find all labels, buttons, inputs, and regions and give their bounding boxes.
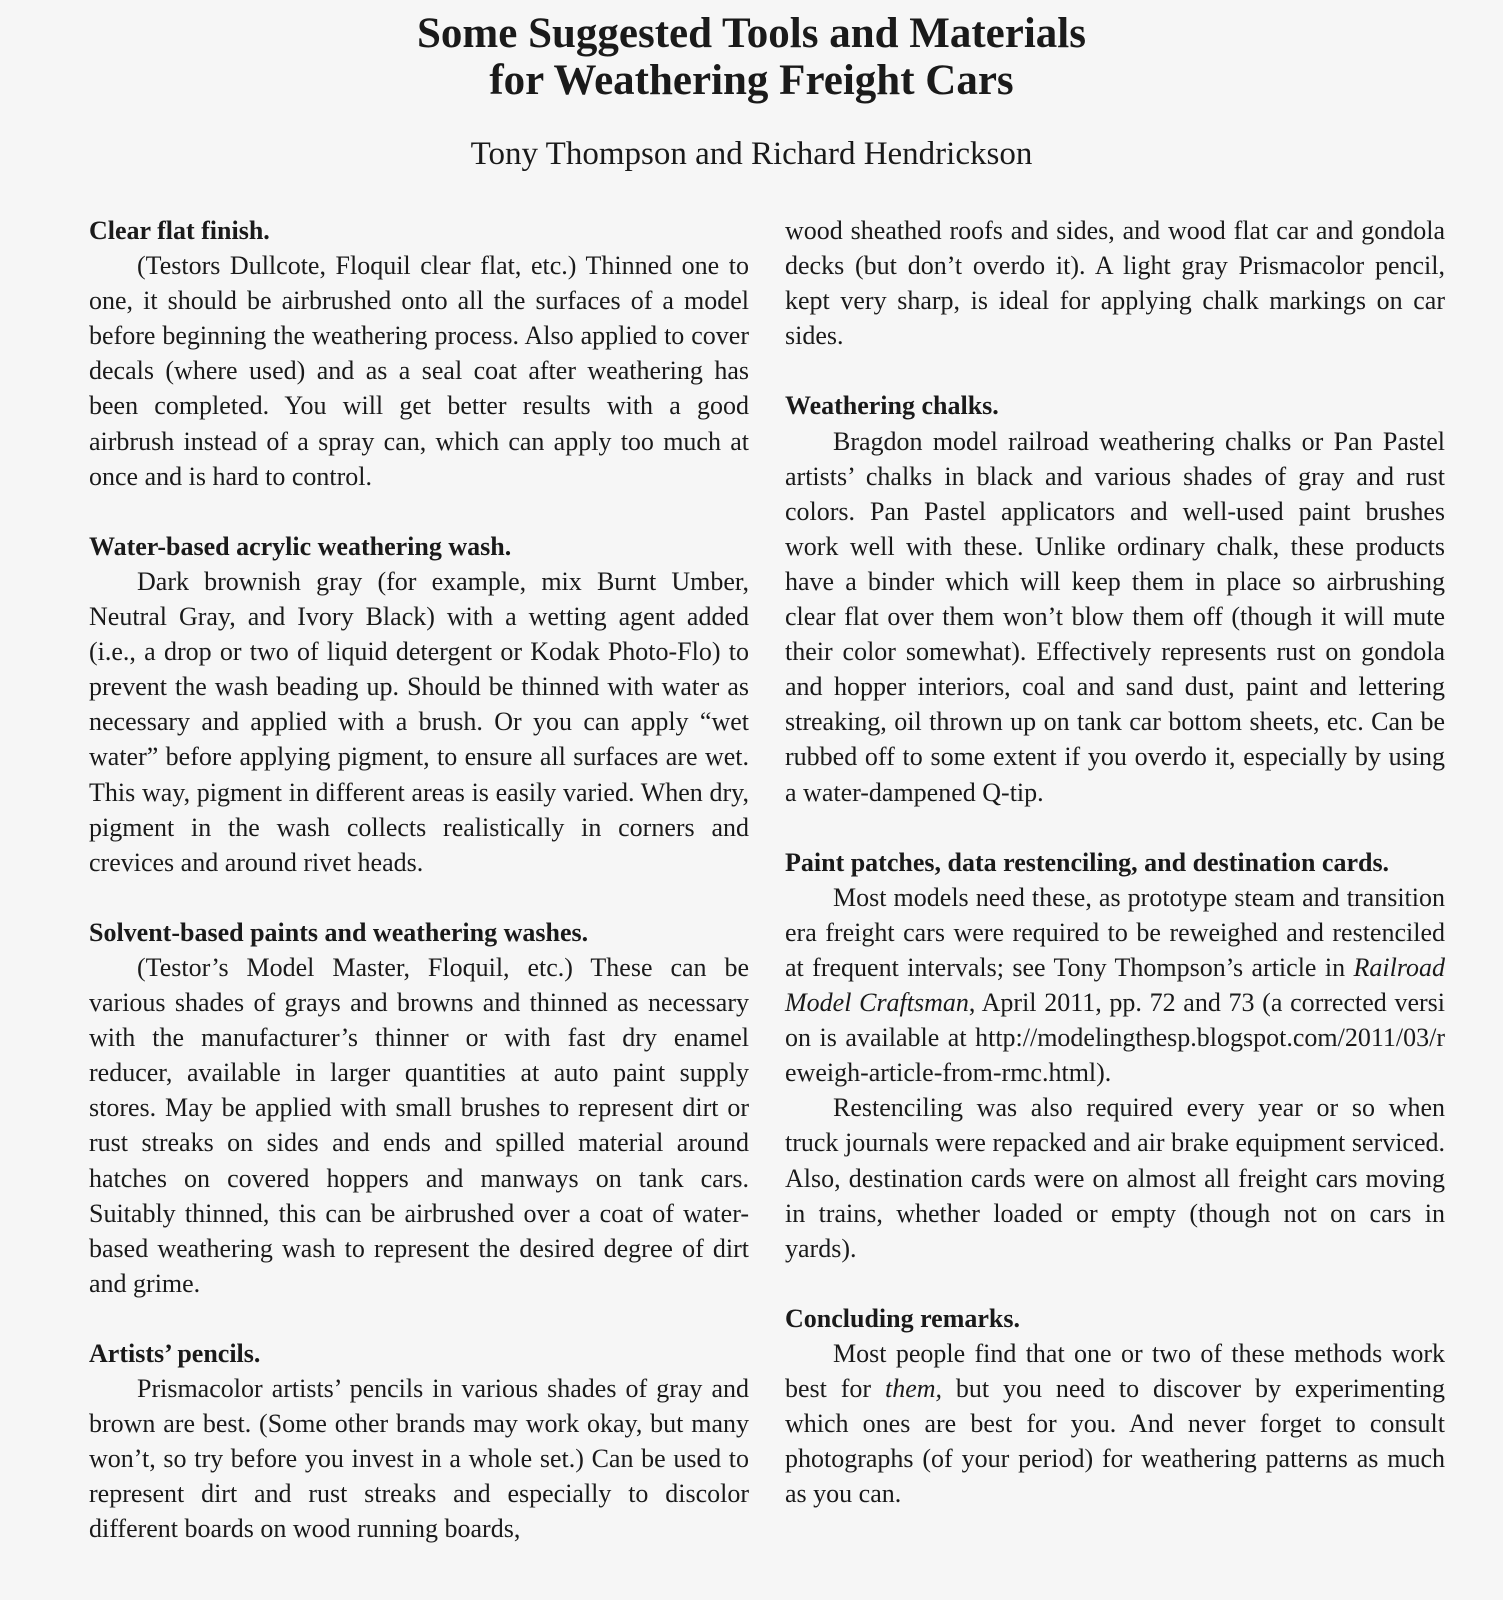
section-heading: Solvent-based paints and weathering washes.: [89, 917, 589, 947]
section-body: Prismacolor artists’ pencils in various shades of gray and brown are best. (Some other brands may work okay, but many won’t, so try before you invest in a whole set.) Can be used to represent dirt and rust streaks and especially to discolor different boards on wood running boards,: [89, 1374, 749, 1544]
section-body: [785, 1336, 1445, 1511]
section-body: Bragdon model railroad weathering chalks or Pan Pastel artists’ chalks in black and various shades of gray and rust colors. Pan Pastel applicators and well-used paint brushes work well with these. Unlike ordinary chalk, these products have a binder which will keep them in place so airbrushing clear flat over them won’t blow them off (though it will mute their color somewhat). Effectively represents rust on gondola and hopper interiors, coal and sand dust, paint and lettering streaking, oil thrown up on tank car bottom sheets, etc. Can be rubbed off to some extent if you overdo it, especially by using a water-dampened Q-tip.: [785, 426, 1445, 807]
section-heading: Water-based acrylic weathering wash.: [89, 531, 512, 561]
left-column: [89, 213, 749, 1582]
section-body: (Testor’s Model Master, Floquil, etc.) These can be various shades of grays and browns and thinned as necessary with the manufacturer’s thinner or with fast dry enamel reducer, available in larger quantities at auto paint supply stores. May be applied with small brushes to represent dirt or rust streaks on sides and ends and spilled material around hatches on covered hoppers and manways on tank cars. Suitably thinned, this can be airbrushed over a coat of water-based weathering wash to represent the desired degree of dirt and grime.: [89, 952, 749, 1298]
title-line-1: Some Suggested Tools and Materials: [417, 10, 1086, 57]
section-body: [785, 880, 1445, 1091]
section-concluding: [785, 1301, 1445, 1512]
section-clear-flat: [89, 213, 749, 494]
section-body: (Testors Dullcote, Floquil clear flat, etc.) Thinned one to one, it should be airbrushed onto all the surfaces of a model before beginning the weathering process. Also applied to cover decals (where used) and as a seal coat after weathering has been completed. You will get better results with a good airbrush instead of a spray can, which can apply too much at once and is hard to control.: [89, 251, 749, 491]
body-text: but you need to discover by experimenting which ones are best for you. And never forget to consult photographs (of your period) for weathering patterns as much as you can.: [785, 1374, 1446, 1509]
section-heading: Weathering chalks.: [785, 391, 999, 421]
section-heading: Concluding remarks.: [785, 1303, 1020, 1333]
section-body-2: Restenciling was also required every year or so when truck journals were repacked and air brake equipment serviced. Also, destination cards were on almost all freight cars moving in trains, whether loaded or empty (though not on cars in yards).: [785, 1093, 1445, 1263]
section-chalks: [785, 388, 1445, 809]
section-pencils: [89, 1336, 749, 1547]
body-text-with-url: , April 2011, pp. 72 and 73 (a corrected version is available at http://modelingthesp.blogspot.com/2011/03/reweigh-article-from-rmc.html).: [785, 988, 1445, 1088]
body-text: Most models need these, as prototype steam and transition era freight cars were required to be reweighed and restenciled at frequent intervals; see Tony Thompson’s article in: [785, 882, 1445, 982]
section-patches: [785, 845, 1445, 1266]
section-heading: Clear flat finish.: [89, 216, 270, 245]
magazine-title: Railroad Model Craftsman: [785, 952, 1445, 1018]
emphasis-text: them,: [884, 1374, 943, 1404]
article-title: [0, 10, 1503, 104]
body-text: Most people find that one or two of these methods work best for: [785, 1339, 1445, 1404]
section-water-wash: [89, 529, 749, 880]
title-line-2: for Weathering Freight Cars: [489, 57, 1014, 104]
section-heading: Paint patches, data restenciling, and destination cards.: [785, 847, 1390, 877]
right-column: [785, 213, 1445, 1547]
section-pencils-continuation: wood sheathed roofs and sides, and wood flat car and gondola decks (but don’t overdo it). A light gray Prismacolor pencil, kept very sharp, is ideal for applying chalk markings on car sides.: [785, 216, 1445, 351]
section-heading: Artists’ pencils.: [89, 1339, 261, 1368]
article-authors: Tony Thompson and Richard Hendrickson: [470, 136, 1033, 172]
section-body: Dark brownish gray (for example, mix Burnt Umber, Neutral Gray, and Ivory Black) with a wetting agent added (i.e., a drop or two of liquid detergent or Kodak Photo-Flo) to prevent the wash beading up. Should be thinned with water as necessary and applied with a brush. Or you can apply “wet water” before applying pigment, to ensure all surfaces are wet. This way, pigment in different areas is easily varied. When dry, pigment in the wash collects realistically in corners and crevices and around rivet heads.: [89, 566, 749, 877]
section-solvent: [89, 915, 749, 1301]
